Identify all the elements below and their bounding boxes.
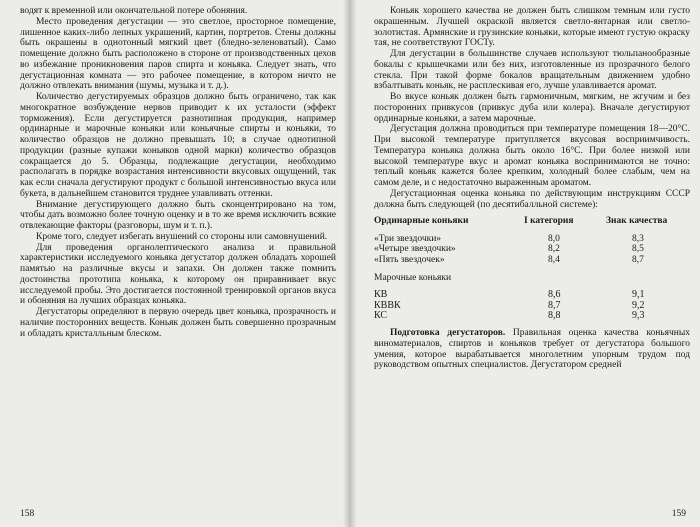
table-cell: КС (374, 310, 388, 322)
table-subheading: Марочные коньяки (374, 272, 452, 283)
table-cell: КВВК (374, 299, 401, 311)
right-page-text (374, 6, 690, 210)
table-header-cell: I категория (524, 216, 574, 227)
table-row (374, 311, 686, 322)
paragraph: Место проведения дегустации — это светлое, просторное помещение, лишенное каких-либо лепных украшений, картин, портретов. Стены должны быть окрашены в однотонный мягкий цвет (бледно-зеленоватый). Само помещение должно быть расположено в стороне от производственных цехов во избежание проникновения паров спирта и коньяка. Следует знать, что дегустационная комната — это рабочее помещение, в котором ничто не должно отвлекать внимания (шумы, музыка и т. д.). (20, 16, 336, 92)
table-cell: 9,2 (632, 299, 645, 311)
table-cell: «Четыре звездочки» (374, 244, 456, 255)
table-cell: 9,1 (632, 289, 645, 301)
table-cell: «Три звездочки» (374, 233, 442, 244)
paragraph: Дегустация должна проводиться при температуре помещения 18—20°С. При высокой температуре притупляется вкусовая восприимчивость. Температура коньяка должна быть около 16°С. При более низкой или высокой температуре вкус и аромат коньяка воспринимаются не точно: теплый коньяк кажется более крепким, холодный более слабым, чем на самом деле, и с недостаточно выраженным ароматом. (374, 124, 690, 188)
paragraph: Кроме того, следует избегать внушений со стороны или самовнушений. (36, 231, 328, 242)
table-row (374, 255, 686, 266)
paragraph: Количество дегустируемых образцов должно быть ограничено, так как многократное возбуждение нервов приводит к их усталости (эффект торможения). Если дегустируется разнотипная продукция, например ординарные и марочные коньяки или коньячные спирты и коньяки, то количество образцов не должно превышать 10; в случае однотипной продукции (разные купажи коньяков одной марки) количество образцов сокращается до 5. Образцы, подлежащие дегустации, необходимо располагать в порядке возрастания интенсивности вкусовых ощущений, так как если сначала дегустируют продукт с большой интенсивностью вкуса или букета, в дальнейшем становится труднее улавливать оттенки. (20, 92, 336, 199)
left-page-text (20, 6, 336, 339)
table-header-cell: Знак качества (606, 216, 668, 227)
page-number: 159 (671, 509, 686, 519)
table-cell: 8,7 (548, 299, 561, 311)
right-page (350, 0, 700, 527)
table-cell: 8,8 (548, 310, 561, 322)
paragraph: Во вкусе коньяк должен быть гармоничным, мягким, не жгучим и без посторонних привкусов (привкус дуба или колера). Вначале дегустируют ординарные коньяки, а затем марочные. (374, 92, 690, 124)
table-cell: 8,7 (632, 255, 644, 266)
paragraph: Внимание дегустирующего должно быть сконцентрировано на том, чтобы дать возможно более точную оценку и в то же время исключить всякие отвлекающие факторы (разговоры, шум и т. п.). (20, 199, 336, 231)
paragraph-body: Правильная оценка качества коньячных виноматериалов, спиртов и коньяков требует от дегустатора большого умения, которое вырабатывается многолетним упорным трудом под руководством опытных специалистов. Дегустатором средней (374, 328, 690, 371)
page-number: 158 (20, 509, 35, 519)
table-cell: 8,4 (548, 255, 560, 266)
table-cell: 8,3 (632, 233, 644, 244)
table-cell: «Пять звездочек» (374, 255, 445, 266)
table-cell: КВ (374, 289, 388, 301)
paragraph (374, 328, 690, 371)
table-row (374, 244, 686, 255)
table-header-cell: Ординарные коньяки (374, 216, 469, 227)
table-subheading-row (374, 273, 686, 284)
table-cell: 9,3 (632, 310, 645, 322)
table-cell: 8,2 (548, 244, 560, 255)
paragraph: Для проведения органолептического анализа и правильной характеристики исследуемого коньяка дегустатор должен обладать хорошей памятью на различные вкусы и запахи. Он должен также помнить достоинства прототипа коньяка, к которому он приравнивает вкус исследуемой пробы. Это достигается постоянной тренировкой органов вкуса и обоняния на лучших образцах коньяка. (20, 242, 336, 307)
table-cell: 8,0 (548, 233, 560, 244)
paragraph: Для дегустации в большинстве случаев используют тюльпанообразные бокалы с крышечками или без них, изготовленные из прозрачного белого стекла. При такой форме бокалов вращательным движением удобно взбалтывать коньяк, не расплескивая его, лучше улавливается аромат. (374, 49, 690, 92)
paragraph: Дегустационная оценка коньяка по действующим инструкциям СССР должна быть следующей (по десятибалльной системе): (374, 188, 690, 210)
paragraph: водят к временной или окончательной потере обоняния. (20, 6, 248, 16)
paragraph: Дегустаторы определяют в первую очередь цвет коньяка, прозрачность и наличие посторонних веществ. Коньяк должен быть совершенно прозрачным и обладать кристалльным блеском. (20, 307, 336, 339)
grades-table (374, 216, 686, 322)
paragraph-lead: Подготовка дегустаторов. (390, 328, 506, 338)
table-header-row (374, 216, 686, 227)
table-row (374, 234, 686, 245)
table-cell: 8,6 (548, 289, 561, 301)
table-cell: 8,5 (632, 244, 644, 255)
paragraph: Коньяк хорошего качества не должен быть слишком темным или густо окрашенным. Лучшей окраской является светло-янтарная или светло-золотистая. Армянские и грузинские коньяки, которые имеют густую окраску тая, не соответствуют ГОСТу. (374, 6, 690, 49)
